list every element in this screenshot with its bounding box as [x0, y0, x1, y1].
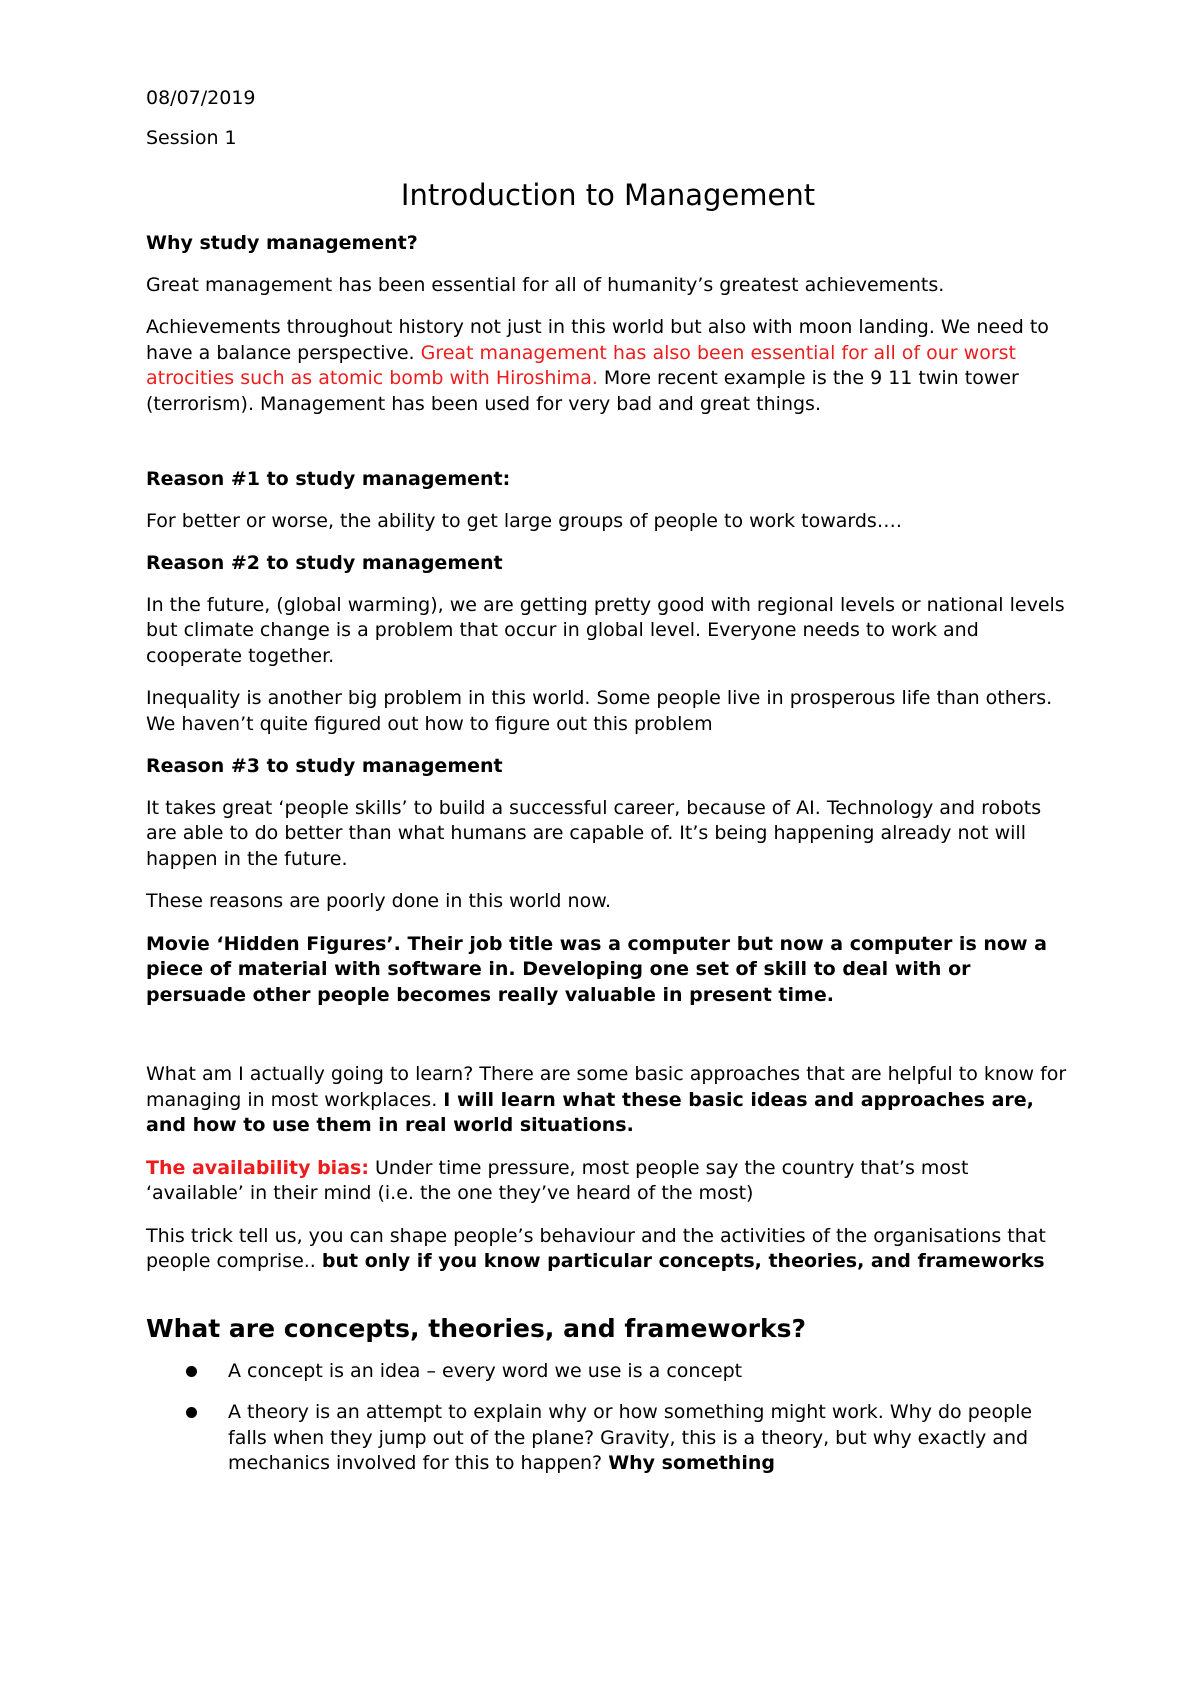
- concepts-heading: What are concepts, theories, and frameworks?: [146, 1313, 807, 1343]
- list-item: [146, 1400, 1070, 1477]
- why-p2-highlight: Great management has also been essential for all of our worst atrocities such as atomic bomb with Hiroshima.: [146, 341, 1016, 389]
- list-item: [146, 1359, 1070, 1385]
- why-heading: Why study management?: [146, 232, 418, 254]
- bullet-dot-icon: [186, 1366, 197, 1377]
- concepts-list: [146, 1359, 1070, 1477]
- availability-bias-label: The availability bias:: [146, 1156, 369, 1179]
- learn-p1-bold: I will learn what these basic ideas and approaches are, and how to use them in real world situations.: [146, 1088, 1034, 1136]
- why-p2-start: Achievements throughout history not just in this world but also with moon landing. We need to have a balance perspective.: [146, 316, 1049, 364]
- date-line: 08/07/2019: [146, 87, 256, 109]
- hidden-figures-paragraph: Movie ‘Hidden Figures’. Their job title was a computer but now a computer is now a piece of material with software in. Developing one set of skill to deal with or persuade other people becomes really valuable in present time.: [146, 932, 1047, 1006]
- trick-start: This trick tell us, you can shape people’s behaviour and the activities of the organisations that people comprise..: [146, 1224, 1046, 1272]
- learn-p1-start: What am I actually going to learn? There are some basic approaches that are helpful to know for managing in most workplaces.: [146, 1063, 1067, 1111]
- reason2-paragraph-2: Inequality is another big problem in this world. Some people live in prosperous life than others. We haven’t quite figured out how to figure out this problem: [146, 687, 1053, 735]
- session-line: Session 1: [146, 126, 237, 149]
- concept-bullet-text: A concept is an idea – every word we use is a concept: [228, 1359, 743, 1382]
- page-title: Introduction to Management: [400, 178, 816, 212]
- trick-bold: but only if you know particular concepts, theories, and frameworks: [321, 1250, 1045, 1272]
- why-p2-end: More recent example is the 9 11 twin tower (terrorism). Management has been used for very bad and great things.: [146, 367, 1019, 415]
- reason3-paragraph-2: These reasons are poorly done in this world now.: [146, 890, 612, 912]
- trick-paragraph: [146, 1224, 1070, 1275]
- theory-bullet-text: A theory is an attempt to explain why or how something might work. Why do people falls when they jump out of the plane? Gravity, this is a theory, but why exactly and mechanics involved for this to happen?: [228, 1401, 1033, 1474]
- reason3-paragraph-1: It takes great ‘people skills’ to build a successful career, because of AI. Technology and robots are able to do better than what humans are capable of. It’s being happening already not will happen in the future.: [146, 796, 1042, 870]
- availability-bias-text: Under time pressure, most people say the country that’s most ‘available’ in their mind (i.e. the one they’ve heard of the most): [146, 1156, 969, 1204]
- reason1-paragraph: For better or worse, the ability to get large groups of people to work towards….: [146, 509, 902, 532]
- reason2-paragraph-1: In the future, (global warming), we are getting pretty good with regional levels or national levels but climate change is a problem that occur in global level. Everyone needs to work and cooperate together.: [146, 593, 1065, 667]
- bullet-dot-icon: [186, 1407, 197, 1418]
- theory-bullet-bold: Why something: [608, 1452, 775, 1474]
- reason3-heading: Reason #3 to study management: [146, 755, 503, 777]
- why-paragraph-1: Great management has been essential for all of humanity’s greatest achievements.: [146, 273, 945, 296]
- why-paragraph-2: [146, 315, 1070, 417]
- reason1-heading: Reason #1 to study management:: [146, 468, 511, 490]
- learn-paragraph: [146, 1062, 1070, 1139]
- availability-bias-paragraph: [146, 1156, 1070, 1207]
- reason2-heading: Reason #2 to study management: [146, 552, 503, 574]
